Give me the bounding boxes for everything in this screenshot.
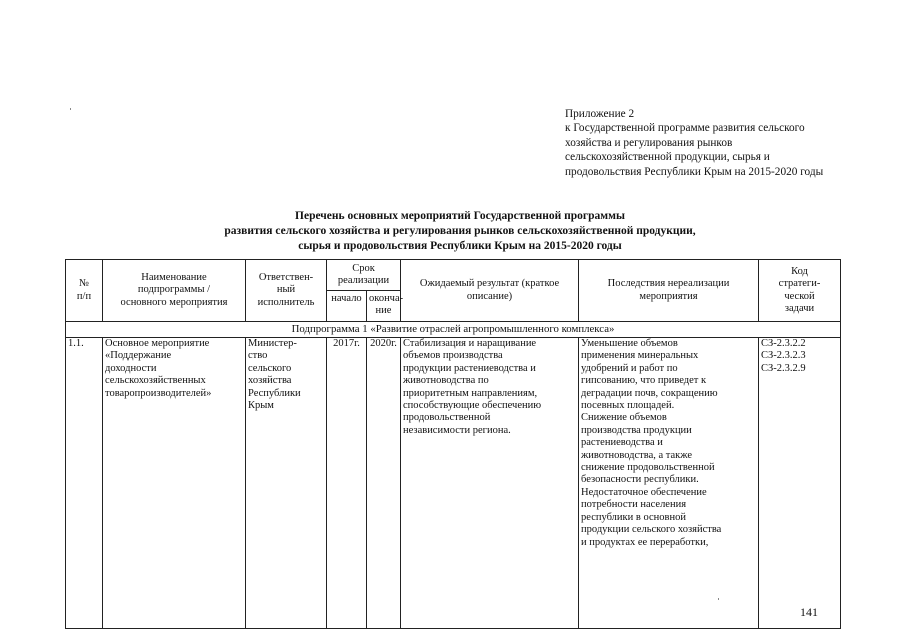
table-row [66, 338, 841, 629]
cell-codes: СЗ-2.3.2.2 СЗ-2.3.2.3 СЗ-2.3.2.9 [759, 338, 841, 629]
appendix-line: к Государственной программе развития сельского [565, 122, 805, 135]
header-end: оконча- ние [367, 291, 401, 322]
header-executor: Ответствен- ный исполнитель [246, 260, 327, 322]
appendix-line: продовольствия Республики Крым на 2015-2020 годы [565, 165, 824, 178]
appendix-block [565, 107, 865, 179]
cell-end: 2020г. [367, 338, 401, 629]
header-consequences: Последствия нереализации мероприятия [579, 260, 759, 322]
header-name: Наименование подпрограммы / основного мероприятия [103, 260, 246, 322]
cell-start: 2017г. [327, 338, 367, 629]
header-code: Код стратеги- ческой задачи [759, 260, 841, 322]
header-row [66, 260, 841, 291]
title-line: развития сельского хозяйства и регулирования рынков сельскохозяйственной продукции, [224, 225, 696, 237]
cell-name: Основное мероприятие «Поддержание доходности сельскохозяйственных товаропроизводителей» [103, 338, 246, 629]
subprogram-title: Подпрограмма 1 «Развитие отраслей агропромышленного комплекса» [66, 322, 841, 338]
appendix-line: хозяйства и регулирования рынков [565, 136, 733, 149]
header-start: начало [327, 291, 367, 322]
scan-speck [718, 598, 719, 600]
appendix-line: сельскохозяйственной продукции, сырья и [565, 151, 770, 164]
cell-consequences: Уменьшение объемов применения минеральных удобрений и работ по гипсованию, что приведет к деградации почв, сокращению посевных площадей. Снижение объемов производства продукции растениеводства и животноводства, а также снижение продовольственной безопасности республики. Недостаточное обеспечение потребности населения республики в основной продукции сельского хозяйства и продуктах ее переработки, [579, 338, 759, 629]
subprogram-row [66, 322, 841, 338]
cell-num: 1.1. [66, 338, 103, 629]
appendix-line: Приложение 2 [565, 108, 635, 120]
measures-table [65, 259, 841, 629]
header-result: Ожидаемый результат (краткое описание) [401, 260, 579, 322]
title-line: сырья и продовольствия Республики Крым на 2015-2020 годы [298, 240, 622, 252]
cell-result: Стабилизация и наращивание объемов производства продукции растениеводства и животноводства по приоритетным направлениям, способствующие обеспечению продовольственной независимости региона. [401, 338, 579, 629]
cell-executor: Министер- ство сельского хозяйства Республики Крым [246, 338, 327, 629]
document-title [160, 209, 760, 254]
header-term: Срок реализации [327, 260, 401, 291]
header-num: № п/п [66, 260, 103, 322]
title-line: Перечень основных мероприятий Государственной программы [295, 210, 625, 222]
scan-speck [70, 108, 71, 110]
page-number: 141 [800, 605, 818, 619]
